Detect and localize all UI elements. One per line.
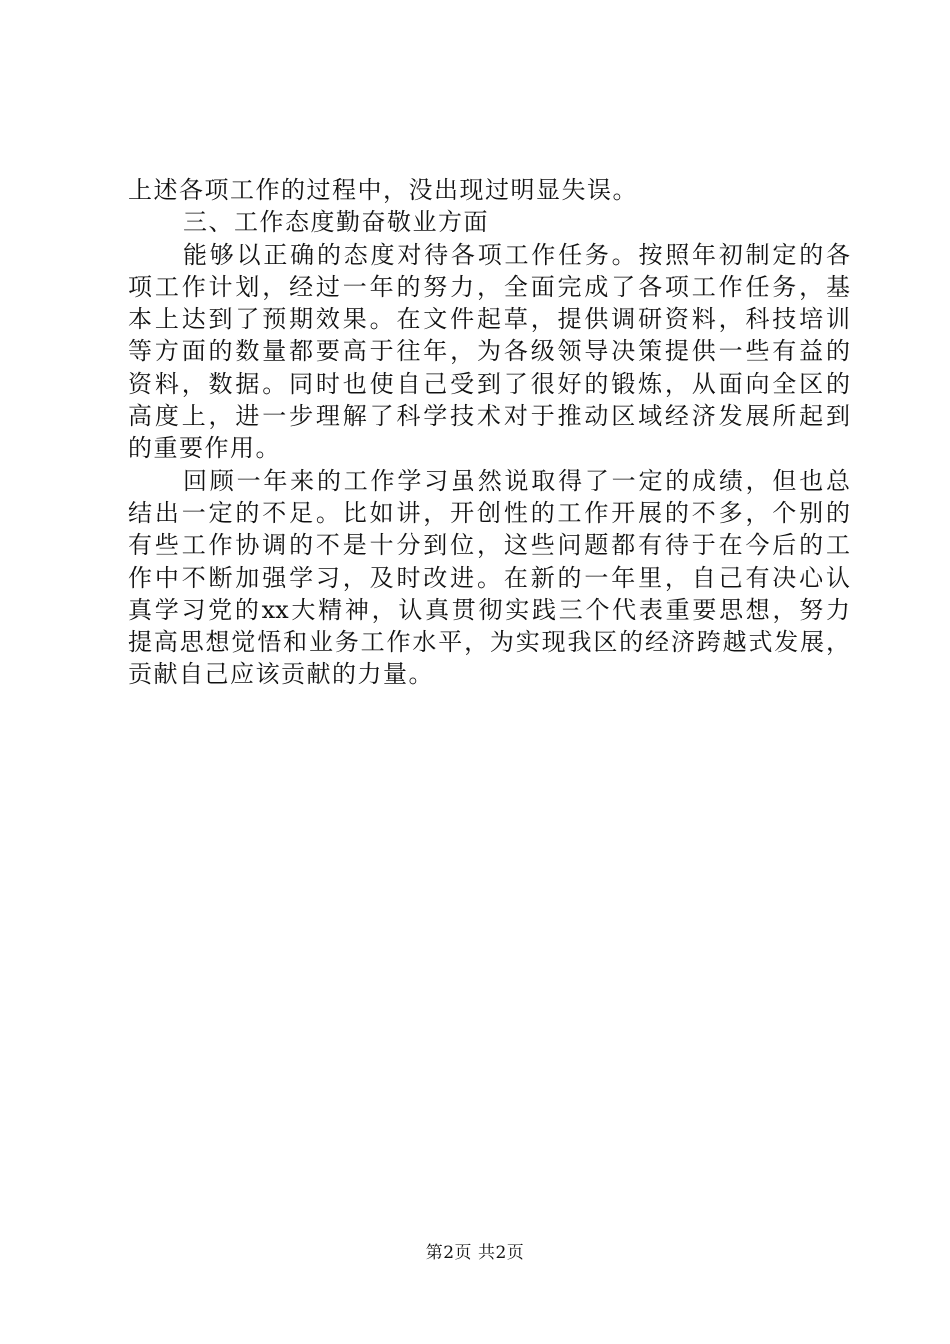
body-line: 等方面的数量都要高于往年，为各级领导决策提供一些有益的 [128, 337, 850, 366]
section-heading: 三、工作态度勤奋敬业方面 [183, 208, 489, 237]
body-line: 结出一定的不足。比如讲，开创性的工作开展的不多，个别的 [128, 498, 850, 527]
body-line: 本上达到了预期效果。在文件起草，提供调研资料，科技培训 [128, 305, 850, 334]
body-line: 回顾一年来的工作学习虽然说取得了一定的成绩，但也总 [183, 466, 850, 495]
body-line: 的重要作用。 [128, 434, 281, 463]
body-line: 有些工作协调的不是十分到位，这些问题都有待于在今后的工 [128, 531, 850, 560]
body-line: 能够以正确的态度对待各项工作任务。按照年初制定的各 [183, 240, 850, 269]
page-number-footer: 第2页 共2页 [425, 1243, 525, 1263]
body-line: 贡献自己应该贡献的力量。 [128, 660, 434, 689]
document-body [128, 174, 850, 691]
body-line: 上述各项工作的过程中，没出现过明显失误。 [128, 176, 638, 204]
body-line: 资料，数据。同时也使自己受到了很好的锻炼，从面向全区的 [128, 369, 850, 398]
body-line: 真学习党的xx大精神，认真贯彻实践三个代表重要思想，努力 [128, 595, 850, 624]
body-line: 项工作计划，经过一年的努力，全面完成了各项工作任务，基 [128, 272, 850, 301]
body-line: 提高思想觉悟和业务工作水平，为实现我区的经济跨越式发展， [128, 628, 850, 657]
body-line: 作中不断加强学习，及时改进。在新的一年里，自己有决心认 [128, 563, 850, 592]
body-line: 高度上，进一步理解了科学技术对于推动区域经济发展所起到 [128, 402, 850, 431]
